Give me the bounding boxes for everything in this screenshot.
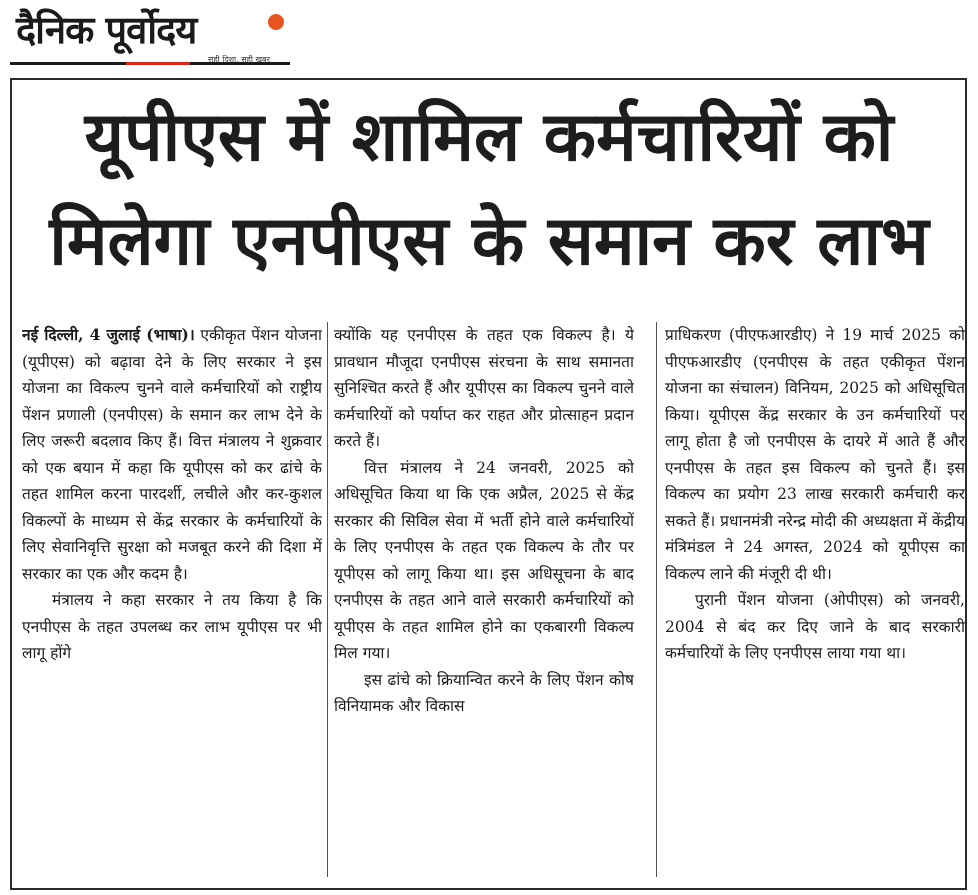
article-column-3 (665, 322, 965, 877)
newspaper-tagline: सही दिशा, सही खबर (208, 55, 270, 64)
headline-line-2: मिलेगा एनपीएस के समान कर लाभ (49, 202, 929, 281)
paragraph: एकीकृत पेंशन योजना (यूपीएस) को बढ़ावा देने के लिए सरकार ने इस योजना का विकल्प चुनने वाले कर्मचारियों को राष्ट्रीय पेंशन प्रणाली (एनपीएस) के समान कर लाभ देने के लिए जरूरी बदलाव किए हैं। वित्त मंत्रालय ने शुक्रवार को एक बयान में कहा कि यूपीएस को कर ढांचे के तहत शामिल करना पारदर्शी, लचीले और कर-कुशल विकल्पों के माध्यम से केंद्र सरकार के कर्मचारियों के लिए सेवानिवृत्ति सुरक्षा को मजबूत करने की दिशा में सरकार का एक और कदम है। (22, 326, 322, 583)
headline-line-1: यूपीएस में शामिल कर्मचारियों को (84, 98, 894, 177)
article-column-2 (334, 322, 634, 877)
column-divider (327, 322, 328, 877)
masthead-red-accent (126, 62, 190, 65)
masthead-logo (10, 4, 290, 72)
paragraph: वित्त मंत्रालय ने 24 जनवरी, 2025 को अधिसूचित किया था कि एक अप्रैल, 2025 से केंद्र सरकार की सिविल सेवा में भर्ती होने वाले कर्मचारियों के लिए एनपीएस के तहत एक विकल्प के तौर पर यूपीएस को लागू किया था। इस अधिसूचना के बाद एनपीएस के तहत आने वाले सरकारी कर्मचारियों को यूपीएस के तहत शामिल होने का एकबारगी विकल्प मिल गया। (334, 458, 634, 662)
logo-dot-icon (268, 14, 284, 30)
paragraph: क्योंकि यह एनपीएस के तहत एक विकल्प है। ये प्रावधान मौजूदा एनपीएस संरचना के साथ समानता सुनिश्चित करते हैं और यूपीएस का विकल्प चुनने वाले कर्मचारियों को पर्याप्त कर राहत और प्रोत्साहन प्रदान करते हैं। (334, 326, 634, 450)
paragraph: मंत्रालय ने कहा सरकार ने तय किया है कि एनपीएस के तहत उपलब्ध कर लाभ यूपीएस पर भी लागू होंगे (22, 591, 322, 662)
paragraph: पुरानी पेंशन योजना (ओपीएस) को जनवरी, 2004 से बंद कर दिए जाने के बाद सरकारी कर्मचारियों के लिए एनपीएस लाया गया था। (665, 591, 965, 662)
paragraph: प्राधिकरण (पीएफआरडीए) ने 19 मार्च 2025 को पीएफआरडीए (एनपीएस के तहत एकीकृत पेंशन योजना का संचालन) विनियम, 2025 को अधिसूचित किया। यूपीएस केंद्र सरकार के उन कर्मचारियों पर लागू होता है जो एनपीएस के दायरे में आते हैं और एनपीएस के तहत इस विकल्प को चुनते हैं। इस विकल्प का प्रयोग 23 लाख सरकारी कर्मचारी कर सकते हैं। प्रधानमंत्री नरेन्द्र मोदी की अध्यक्षता में केंद्रीय मंत्रिमंडल ने 24 अगस्त, 2024 को यूपीएस का विकल्प लाने की मंजूरी दी थी। (665, 326, 965, 583)
article-column-1 (22, 322, 322, 877)
column-divider (656, 322, 657, 877)
newspaper-name: दैनिक पूर्वोदय (16, 8, 197, 52)
dateline: नई दिल्ली, 4 जुलाई (भाषा)। (22, 325, 195, 344)
paragraph: इस ढांचे को क्रियान्वित करने के लिए पेंशन कोष विनियामक और विकास (334, 670, 634, 715)
